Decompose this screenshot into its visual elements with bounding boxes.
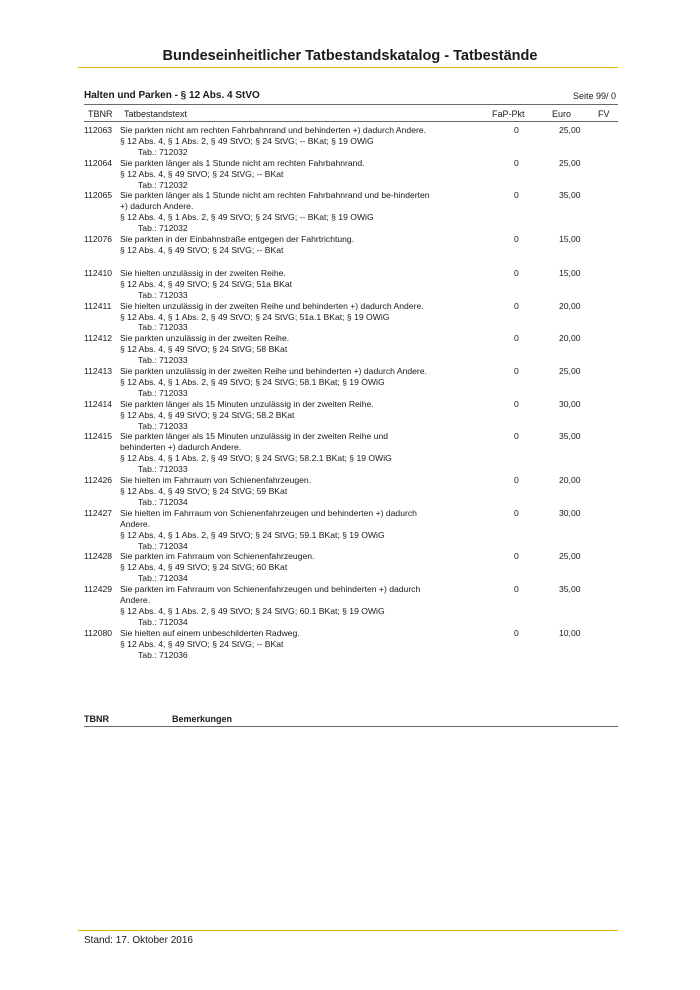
euro-cell: 15,00	[559, 234, 581, 245]
legal-reference: § 12 Abs. 4, § 1 Abs. 2, § 49 StVO; § 24 StVG; 51a.1 BKat; § 19 OWiG	[120, 311, 390, 322]
legal-reference: § 12 Abs. 4, § 49 StVO; § 24 StVG; -- BKat	[120, 168, 284, 179]
remarks-label: Bemerkungen	[172, 714, 233, 724]
points-cell: 0	[514, 125, 519, 135]
table-reference: Tab.: 712033	[138, 322, 188, 333]
page-number: Seite 99/ 0	[572, 91, 616, 101]
legal-reference: § 12 Abs. 4, § 1 Abs. 2, § 49 StVO; § 24 StVG; 60.1 BKat; § 19 OWiG	[120, 605, 385, 616]
table-row	[84, 628, 618, 661]
points-cell: 0	[514, 234, 519, 245]
offense-text: Sie hielten auf einem unbeschilderten Radweg.	[120, 627, 300, 638]
offense-text: Sie parkten länger als 1 Stunde nicht am rechten Fahrbahnrand.	[120, 157, 365, 168]
table-top-rule	[84, 104, 618, 105]
column-header-fap: FaP-Pkt	[492, 109, 525, 119]
legal-reference: § 12 Abs. 4, § 1 Abs. 2, § 49 StVO; § 24 StVG; -- BKat; § 19 OWiG	[120, 135, 374, 146]
section-title: Halten und Parken - § 12 Abs. 4 StVO	[84, 90, 260, 101]
page-title: Bundeseinheitlicher Tatbestandskatalog - Tatbestände	[162, 48, 538, 64]
legal-reference: § 12 Abs. 4, § 49 StVO; § 24 StVG; 59 BKat	[120, 486, 288, 496]
legal-reference: § 12 Abs. 4, § 1 Abs. 2, § 49 StVO; § 24 StVG; -- BKat; § 19 OWiG	[120, 212, 374, 223]
points-cell: 0	[514, 190, 519, 201]
table-row	[84, 234, 618, 256]
offense-text: Sie parkten unzulässig in der zweiten Reihe.	[120, 333, 290, 344]
offense-text: Sie parkten länger als 1 Stunde nicht am rechten Fahrbahnrand und be-hinderten +) dadurch Andere.	[120, 190, 430, 212]
euro-cell: 35,00	[559, 431, 581, 442]
euro-cell: 35,00	[559, 584, 581, 595]
tbnr-cell: 112080	[84, 627, 113, 638]
legal-reference: § 12 Abs. 4, § 1 Abs. 2, § 49 StVO; § 24 StVG; 58.1 BKat; § 19 OWiG	[120, 376, 385, 387]
euro-cell: 25,00	[559, 125, 581, 135]
points-cell: 0	[514, 398, 519, 409]
table-reference: Tab.: 712036	[138, 649, 188, 660]
table-row	[84, 508, 618, 552]
header-divider	[78, 67, 618, 68]
tbnr-cell: 112427	[84, 507, 113, 518]
table-reference: Tab.: 712033	[138, 289, 188, 300]
points-cell: 0	[514, 366, 519, 377]
tbnr-cell: 112426	[84, 475, 113, 486]
tbnr-cell: 112065	[84, 190, 113, 201]
table-row	[84, 584, 618, 628]
legal-reference: § 12 Abs. 4, § 49 StVO; § 24 StVG; -- BKat	[120, 638, 284, 649]
footer-date: Stand: 17. Oktober 2016	[84, 935, 193, 946]
offense-text: Sie parkten im Fahrraum von Schienenfahrzeugen und behinderten +) dadurch Andere.	[120, 584, 421, 606]
points-cell: 0	[514, 584, 519, 595]
table-header-rule	[84, 121, 618, 122]
euro-cell: 25,00	[559, 157, 581, 168]
tbnr-cell: 112411	[84, 300, 112, 311]
tbnr-cell: 112076	[84, 234, 113, 245]
column-header-tbnr: TBNR	[88, 109, 113, 119]
euro-cell: 25,00	[559, 551, 581, 562]
legal-reference: § 12 Abs. 4, § 49 StVO; § 24 StVG; 58 BKat	[120, 344, 288, 355]
table-reference: Tab.: 712033	[138, 387, 188, 398]
tbnr-cell: 112429	[84, 584, 113, 595]
table-row	[84, 551, 618, 584]
tbnr-cell: 112415	[84, 431, 113, 442]
tbnr-cell: 112413	[84, 366, 113, 377]
legal-reference: § 12 Abs. 4, § 1 Abs. 2, § 49 StVO; § 24 StVG; 59.1 BKat; § 19 OWiG	[120, 529, 385, 540]
euro-cell: 15,00	[559, 267, 581, 278]
offense-text: Sie hielten im Fahrraum von Schienenfahrzeugen und behinderten +) dadurch Andere.	[120, 507, 417, 529]
euro-cell: 10,00	[559, 627, 581, 638]
euro-cell: 20,00	[559, 475, 581, 486]
table-reference: Tab.: 712032	[138, 179, 188, 190]
table-reference: Tab.: 712034	[138, 496, 188, 507]
tbnr-cell: 112414	[84, 398, 113, 409]
table-reference: Tab.: 712034	[138, 540, 188, 551]
offense-text: Sie parkten nicht am rechten Fahrbahnrand und behinderten +) dadurch Andere.	[120, 125, 426, 135]
table-row	[84, 190, 618, 234]
table-row	[84, 366, 618, 399]
points-cell: 0	[514, 300, 519, 311]
offense-text: Sie parkten im Fahrraum von Schienenfahrzeugen.	[120, 551, 315, 562]
table-reference: Tab.: 712032	[138, 146, 188, 157]
tbnr-cell: 112063	[84, 125, 113, 135]
euro-cell: 25,00	[559, 366, 581, 377]
table-row	[84, 158, 618, 191]
table-reference: Tab.: 712033	[138, 355, 188, 366]
points-cell: 0	[514, 157, 519, 168]
offense-text: Sie hielten unzulässig in der zweiten Reihe und behinderten +) dadurch Andere.	[120, 300, 424, 311]
table-reference: Tab.: 712034	[138, 573, 188, 584]
tbnr-cell: 112428	[84, 551, 113, 562]
points-cell: 0	[514, 627, 519, 638]
offense-table	[84, 125, 618, 661]
points-cell: 0	[514, 267, 519, 278]
points-cell: 0	[514, 333, 519, 344]
column-header-fv: FV	[598, 109, 610, 119]
euro-cell: 35,00	[559, 190, 581, 201]
offense-text: Sie hielten im Fahrraum von Schienenfahrzeugen.	[120, 475, 312, 486]
legal-reference: § 12 Abs. 4, § 1 Abs. 2, § 49 StVO; § 24 StVG; 58.2.1 BKat; § 19 OWiG	[120, 453, 392, 464]
points-cell: 0	[514, 475, 519, 486]
euro-cell: 20,00	[559, 333, 581, 344]
remarks-tbnr-label: TBNR	[84, 714, 109, 724]
legal-reference: § 12 Abs. 4, § 49 StVO; § 24 StVG; 60 BKat	[120, 562, 288, 573]
legal-reference: § 12 Abs. 4, § 49 StVO; § 24 StVG; -- BKat	[120, 244, 284, 255]
table-row	[84, 399, 618, 432]
table-row	[84, 333, 618, 366]
tbnr-cell: 112410	[84, 267, 113, 278]
euro-cell: 30,00	[559, 398, 581, 409]
offense-text: Sie hielten unzulässig in der zweiten Reihe.	[120, 267, 286, 278]
tbnr-cell: 112064	[84, 157, 113, 168]
points-cell: 0	[514, 507, 519, 518]
tbnr-cell: 112412	[84, 333, 113, 344]
table-reference: Tab.: 712033	[138, 464, 188, 475]
table-row	[84, 125, 618, 158]
points-cell: 0	[514, 551, 519, 562]
table-reference: Tab.: 712032	[138, 223, 188, 234]
euro-cell: 30,00	[559, 507, 581, 518]
remarks-rule	[84, 726, 618, 727]
euro-cell: 20,00	[559, 300, 581, 311]
points-cell: 0	[514, 431, 519, 442]
table-row	[84, 475, 618, 508]
offense-text: Sie parkten länger als 15 Minuten unzulässig in der zweiten Reihe und behinderten +) dadurch Andere.	[120, 431, 389, 453]
table-reference: Tab.: 712034	[138, 616, 188, 627]
table-row	[84, 431, 618, 475]
legal-reference: § 12 Abs. 4, § 49 StVO; § 24 StVG; 58.2 BKat	[120, 409, 295, 420]
column-header-text: Tatbestandstext	[124, 109, 188, 119]
table-row	[84, 301, 618, 334]
table-reference: Tab.: 712033	[138, 420, 188, 431]
legal-reference: § 12 Abs. 4, § 49 StVO; § 24 StVG; 51a BKat	[120, 278, 292, 289]
footer-divider	[78, 930, 618, 931]
offense-text: Sie parkten unzulässig in der zweiten Reihe und behinderten +) dadurch Andere.	[120, 366, 427, 377]
offense-text: Sie parkten länger als 15 Minuten unzulässig in der zweiten Reihe.	[120, 398, 374, 409]
offense-text: Sie parkten in der Einbahnstraße entgegen der Fahrtrichtung.	[120, 234, 355, 245]
table-row	[84, 268, 618, 301]
column-header-euro: Euro	[552, 109, 572, 119]
